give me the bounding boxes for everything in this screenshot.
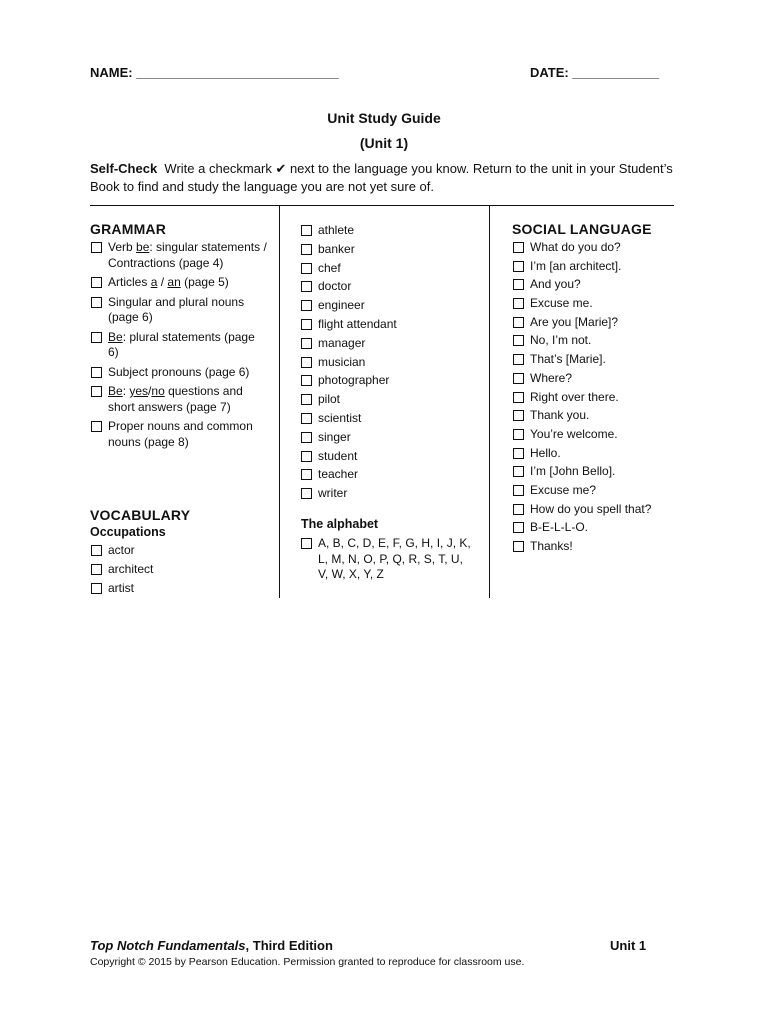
checkbox[interactable] (513, 429, 524, 440)
occupations-list-1 (90, 543, 270, 599)
occupations-subheading: Occupations (90, 525, 166, 539)
checkbox[interactable] (301, 413, 312, 424)
list-item-label: No, I’m not. (530, 333, 592, 348)
checkbox[interactable] (91, 386, 102, 397)
list-item-label: Thanks! (530, 539, 573, 553)
checkbox[interactable] (91, 421, 102, 432)
list-item-label: musician (318, 354, 366, 369)
grammar-list (90, 240, 268, 454)
alphabet-letters: A, B, C, D, E, F, G, H, I, J, K, L, M, N, O, P, Q, R, S, T, U, V, W, X, Y, Z (318, 536, 471, 581)
list-item-label: teacher (318, 467, 359, 482)
list-item-label: banker (318, 241, 355, 256)
checkbox[interactable] (91, 583, 102, 594)
list-item[interactable] (90, 543, 270, 559)
checkbox[interactable] (513, 504, 524, 515)
list-item[interactable] (300, 486, 480, 502)
date-field (530, 65, 659, 80)
checkbox[interactable] (301, 375, 312, 386)
list-item-label: Excuse me. (530, 296, 593, 311)
list-item[interactable] (300, 449, 480, 465)
book-edition: , Third Edition (245, 938, 333, 953)
checkbox[interactable] (91, 545, 102, 556)
list-item-label: B-E-L-L-O. (530, 520, 589, 535)
list-item[interactable] (512, 315, 682, 331)
date-label: DATE: (530, 65, 569, 80)
list-item[interactable] (512, 352, 682, 368)
checkmark-icon: ✔ (275, 161, 287, 176)
list-item-label: Are you [Marie]? (530, 314, 619, 329)
list-item[interactable] (300, 261, 480, 277)
checkbox[interactable] (513, 410, 524, 421)
list-item-label: manager (318, 335, 366, 350)
list-item-label: writer (318, 486, 348, 501)
list-item[interactable] (512, 333, 682, 349)
list-item[interactable] (512, 296, 682, 312)
list-item[interactable] (512, 371, 682, 387)
list-item-label: flight attendant (318, 316, 397, 331)
list-item[interactable] (300, 336, 480, 352)
checkbox[interactable] (301, 469, 312, 480)
checkbox[interactable] (301, 394, 312, 405)
list-item-label: actor (108, 543, 135, 557)
list-item-label: I’m [an architect]. (530, 258, 622, 273)
checkbox[interactable] (91, 242, 102, 253)
list-item[interactable] (300, 279, 480, 295)
list-item-label: artist (108, 580, 135, 595)
checkbox[interactable] (301, 451, 312, 462)
list-item[interactable]: Verb be: singular statements / Contractions (page 4) (90, 240, 268, 271)
checkbox[interactable] (91, 367, 102, 378)
social-language-list (512, 240, 682, 558)
checkbox[interactable] (301, 263, 312, 274)
checkbox[interactable] (513, 485, 524, 496)
list-item[interactable] (300, 298, 480, 314)
checkbox[interactable] (301, 538, 312, 549)
alphabet-heading: The alphabet (301, 517, 379, 531)
list-item[interactable] (512, 464, 682, 480)
list-item[interactable]: Singular and plural nouns (page 6) (90, 295, 268, 326)
checkbox[interactable] (301, 488, 312, 499)
checkbox[interactable] (301, 319, 312, 330)
column-divider-2 (489, 206, 490, 598)
list-item-label: Where? (530, 370, 573, 385)
list-item-label: I’m [John Bello]. (530, 464, 616, 479)
checkbox[interactable] (513, 261, 524, 272)
list-item[interactable] (300, 223, 480, 239)
checkbox[interactable] (513, 448, 524, 459)
list-item-label: chef (318, 260, 341, 275)
checkbox[interactable] (513, 522, 524, 533)
list-item[interactable]: Be: plural statements (page 6) (90, 330, 268, 361)
list-item-label: What do you do? (530, 240, 621, 254)
list-item[interactable] (300, 355, 480, 371)
list-item-label: Excuse me? (530, 482, 597, 497)
list-item[interactable] (512, 390, 682, 406)
self-check-instructions (90, 160, 680, 196)
list-item[interactable] (90, 581, 270, 597)
list-item-label: pilot (318, 392, 341, 407)
checkbox[interactable] (301, 432, 312, 443)
list-item-label: And you? (530, 277, 581, 292)
checkbox[interactable] (513, 373, 524, 384)
list-item[interactable] (300, 317, 480, 333)
list-item[interactable] (512, 502, 682, 518)
checkbox[interactable] (301, 338, 312, 349)
social-language-heading: SOCIAL LANGUAGE (512, 221, 652, 237)
list-item[interactable] (512, 446, 682, 462)
list-item-label: scientist (318, 410, 362, 425)
list-item-label: photographer (318, 373, 390, 388)
occupations-list-2 (300, 223, 480, 505)
checkbox[interactable] (513, 466, 524, 477)
copyright-notice: Copyright © 2015 by Pearson Education. Permission granted to reproduce for classroom use. (90, 956, 525, 968)
checkbox[interactable] (513, 354, 524, 365)
checkbox[interactable] (301, 281, 312, 292)
unit-label: (Unit 1) (359, 135, 409, 151)
checkbox[interactable] (301, 244, 312, 255)
list-item-label: You’re welcome. (530, 426, 618, 441)
checkbox[interactable] (91, 564, 102, 575)
list-item-label: Thank you. (530, 408, 590, 423)
list-item[interactable] (300, 242, 480, 258)
alphabet-list (300, 536, 475, 583)
footer-unit: Unit 1 (610, 938, 647, 953)
checkbox[interactable] (513, 541, 524, 552)
checkbox[interactable] (513, 298, 524, 309)
list-item[interactable] (90, 562, 270, 578)
column-divider-1 (279, 206, 280, 598)
checkbox[interactable] (513, 335, 524, 346)
checkbox[interactable] (91, 297, 102, 308)
list-item-label: That’s [Marie]. (530, 352, 606, 367)
list-item[interactable] (300, 467, 480, 483)
divider-rule (90, 205, 674, 206)
checkbox[interactable] (513, 317, 524, 328)
intro-text-2: next to the language you know. Return to the unit in your Student’s Book to find and study the language you are not yet sure of. (90, 161, 673, 194)
list-item[interactable] (512, 277, 682, 293)
list-item[interactable] (512, 539, 682, 555)
list-item-label: Hello. (530, 445, 561, 460)
intro-text-1: Write a checkmark (157, 161, 276, 176)
checkbox[interactable] (91, 332, 102, 343)
list-item-label: singer (318, 429, 351, 444)
book-name: Top Notch Fundamentals (90, 938, 246, 953)
name-blank: ____________________________ (136, 65, 339, 80)
list-item-label: student (318, 448, 358, 463)
list-item[interactable] (512, 520, 682, 536)
list-item[interactable] (300, 536, 475, 583)
name-label: NAME: (90, 65, 133, 80)
list-item[interactable] (300, 373, 480, 389)
checkbox[interactable] (513, 279, 524, 290)
list-item[interactable]: Be: yes/no questions and short answers (page 7) (90, 384, 268, 415)
grammar-heading: GRAMMAR (90, 221, 167, 237)
page-title: Unit Study Guide (327, 110, 441, 126)
list-item[interactable] (512, 483, 682, 499)
list-item-label: engineer (318, 298, 365, 313)
list-item-label: athlete (318, 223, 355, 237)
footer-book-title (90, 938, 333, 953)
checkbox[interactable] (301, 357, 312, 368)
list-item-label: architect (108, 561, 154, 576)
list-item[interactable]: Subject pronouns (page 6) (90, 365, 268, 381)
vocabulary-heading: VOCABULARY (90, 507, 191, 523)
list-item[interactable]: Proper nouns and common nouns (page 8) (90, 419, 268, 450)
checkbox[interactable] (301, 300, 312, 311)
checkbox[interactable] (513, 242, 524, 253)
list-item[interactable] (512, 259, 682, 275)
list-item[interactable]: Articles a / an (page 5) (90, 275, 268, 291)
checkbox[interactable] (513, 392, 524, 403)
list-item[interactable] (300, 411, 480, 427)
self-check-lead: Self-Check (90, 161, 158, 176)
list-item-label: Right over there. (530, 389, 619, 404)
list-item-label: How do you spell that? (530, 501, 652, 516)
list-item[interactable] (300, 430, 480, 446)
list-item[interactable] (300, 392, 480, 408)
list-item-label: doctor (318, 279, 352, 294)
checkbox[interactable] (91, 277, 102, 288)
date-blank: ____________ (572, 65, 660, 80)
checkbox[interactable] (301, 225, 312, 236)
list-item[interactable] (512, 408, 682, 424)
list-item[interactable] (512, 240, 682, 256)
name-field (90, 65, 339, 80)
list-item[interactable] (512, 427, 682, 443)
